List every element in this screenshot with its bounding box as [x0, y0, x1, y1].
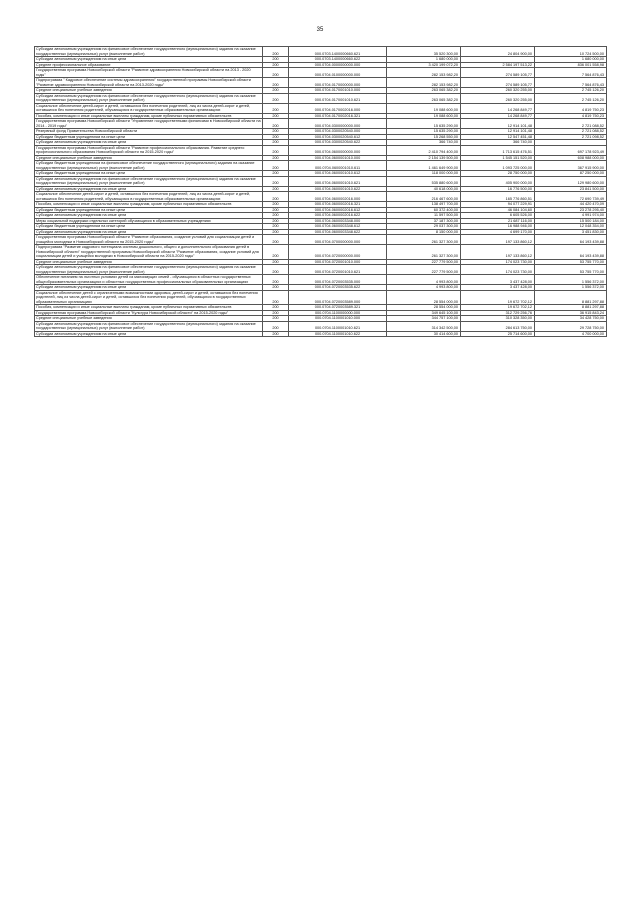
row-code-cell: 000.0704.0720001010.000	[289, 259, 387, 265]
row-remaining-cell: 8 881 297,88	[535, 305, 607, 311]
row-approved-cell: 4 993 800,00	[387, 285, 461, 291]
row-approved-cell: 15 635 290,00	[387, 129, 461, 135]
row-executed-cell: 2 584 197 513,22	[461, 62, 535, 68]
row-approved-cell: 1 680 000,00	[387, 57, 461, 63]
row-remaining-cell: 2 745 126,20	[535, 93, 607, 103]
row-name-cell: Субсидии автономным учреждениям на иные цели	[35, 57, 263, 63]
row-remaining-cell: 4 819 750,23	[535, 103, 607, 113]
row-approved-cell: 60 372 400,00	[387, 207, 461, 213]
row-name-cell: Субсидии бюджетным учреждениям на иные цели	[35, 134, 263, 140]
row-remaining-cell: 3 451 830,00	[535, 229, 607, 235]
row-remaining-cell: 23 841 500,00	[535, 186, 607, 192]
row-executed-cell: 274 589 105,77	[461, 78, 535, 88]
row-code-cell: 000.0704.0170002016.321	[289, 113, 387, 119]
row-executed-cell: 94 077 229,91	[461, 202, 535, 208]
table-row	[35, 213, 607, 219]
table-row	[35, 229, 607, 235]
row-approved-cell: 30 414 600,00	[387, 331, 461, 337]
row-approved-cell: 261 327 300,00	[387, 235, 461, 245]
row-dept-cell: 200	[263, 171, 289, 177]
row-executed-cell: 16 776 500,00	[461, 186, 535, 192]
row-name-cell: Субсидии автономным учреждениям на финансовое обеспечение государственного (муниципального) задания на оказание государственных (муниципальных) услуг (выполнение работ)	[35, 93, 263, 103]
row-code-cell: 000.0704.1100001010.000	[289, 316, 387, 322]
row-executed-cell: 12 547 451,48	[461, 134, 535, 140]
table-row	[35, 202, 607, 208]
row-dept-cell: 200	[263, 207, 289, 213]
row-code-cell: 000.0704.0300020540.612	[289, 134, 387, 140]
row-name-cell: Пособия, компенсации и иные социальные выплаты гражданам, кроме публичных нормативных обязательств	[35, 202, 263, 208]
row-code-cell: 000.0704.0600001010.622	[289, 186, 387, 192]
row-executed-cell: 6 605 526,00	[461, 213, 535, 219]
row-dept-cell: 200	[263, 192, 289, 202]
row-name-cell: Резервный фонд Правительства Новосибирской области	[35, 129, 263, 135]
row-dept-cell: 200	[263, 145, 289, 155]
row-remaining-cell: 36 915 843,24	[535, 310, 607, 316]
row-remaining-cell: 367 915 900,00	[535, 161, 607, 171]
row-dept-cell: 200	[263, 213, 289, 219]
row-remaining-cell: 1 556 372,00	[535, 285, 607, 291]
row-executed-cell: 46 084 104,60	[461, 207, 535, 213]
row-dept-cell: 200	[263, 78, 289, 88]
row-name-cell: Субсидии автономным учреждениям на финансовое обеспечение государственного (муниципального) задания на оказание государственных (муниципальных) услуг (выполнение работ)	[35, 47, 263, 57]
row-approved-cell: 349 645 100,00	[387, 310, 461, 316]
row-code-cell: 000.0704.0720000000.000	[289, 245, 387, 260]
table-row	[35, 119, 607, 129]
row-name-cell: Субсидии автономным учреждениям на финансовое обеспечение государственного (муниципального) задания на оказание государственных (муниципальных) услуг (выполнение работ)	[35, 321, 263, 331]
row-executed-cell: 19 672 702,12	[461, 290, 535, 305]
row-name-cell: Социальное обеспечение детей-сирот и детей, оставшихся без попечения родителей, лиц из числа детей-сирот и детей, оставшихся без попечения родителей, обучающихся в государственных образовательных организациях	[35, 103, 263, 113]
row-executed-cell: 366 740,00	[461, 140, 535, 146]
row-executed-cell: 174 023 730,00	[461, 265, 535, 275]
row-executed-cell: 4 699 170,00	[461, 229, 535, 235]
row-name-cell: Субсидии автономным учреждениям на финансовое обеспечение государственного (муниципального) задания на оказание государственных (муниципальных) услуг (выполнение работ)	[35, 176, 263, 186]
row-code-cell: 000.0704.0600002016.000	[289, 192, 387, 202]
row-approved-cell: 40 618 000,00	[387, 186, 461, 192]
row-dept-cell: 200	[263, 245, 289, 260]
row-executed-cell: 312 729 256,76	[461, 310, 535, 316]
row-name-cell: Подпрограмма "Развитие кадрового потенциала системы дошкольного, общего и дополнительного образования детей в Новосибирской области" государственной программы Новосибирской области "Развитие образования, создание условий для социализации детей и учащейся молодежи в Новосибирской области на 2015-2020 годы"	[35, 245, 263, 260]
row-approved-cell: 11 597 500,00	[387, 213, 461, 219]
row-remaining-cell: 4 700 000,00	[535, 331, 607, 337]
row-approved-cell: 15 268 550,00	[387, 134, 461, 140]
table-row	[35, 145, 607, 155]
row-dept-cell: 200	[263, 331, 289, 337]
row-name-cell: Средние специальные учебные заведения	[35, 259, 263, 265]
row-approved-cell: 8 150 000,00	[387, 229, 461, 235]
table-row	[35, 290, 607, 305]
row-name-cell: Средние специальные учебные заведения	[35, 316, 263, 322]
row-name-cell: Субсидии бюджетным учреждениям на финансовое обеспечение государственного (муниципального) задания на оказание государственных (муниципальных) услуг (выполнение работ)	[35, 161, 263, 171]
table-row	[35, 134, 607, 140]
row-remaining-cell: 23 278 295,40	[535, 207, 607, 213]
row-name-cell: Субсидии автономным учреждениям на иные цели	[35, 186, 263, 192]
row-dept-cell: 200	[263, 140, 289, 146]
row-approved-cell: 19 088 600,00	[387, 113, 461, 119]
row-executed-cell: 310 328 350,00	[461, 316, 535, 322]
table-row	[35, 186, 607, 192]
row-remaining-cell: 64 193 439,88	[535, 245, 607, 260]
row-dept-cell: 200	[263, 229, 289, 235]
row-code-cell: 000.0704.0300020540.000	[289, 129, 387, 135]
row-code-cell: 000.0704.1100001010.621	[289, 321, 387, 331]
row-remaining-cell: 12 048 354,00	[535, 224, 607, 230]
table-row	[35, 224, 607, 230]
row-approved-cell: 2 154 139 500,00	[387, 155, 461, 161]
row-executed-cell: 197 133 860,12	[461, 245, 535, 260]
row-name-cell: Субсидии автономным учреждениям на иные цели	[35, 285, 263, 291]
row-executed-cell: 197 133 860,12	[461, 235, 535, 245]
table-row	[35, 245, 607, 260]
row-executed-cell: 260 320 255,00	[461, 93, 535, 103]
row-dept-cell: 200	[263, 186, 289, 192]
row-approved-cell: 282 153 982,20	[387, 68, 461, 78]
row-name-cell: Пособия, компенсации и иные социальные выплаты гражданам, кроме публичных нормативных обязательств	[35, 113, 263, 119]
row-remaining-cell: 4 991 974,00	[535, 213, 607, 219]
row-approved-cell: 2 410 794 400,00	[387, 145, 461, 155]
row-code-cell: 000.0704.1100001010.622	[289, 331, 387, 337]
row-approved-cell: 29 037 300,00	[387, 224, 461, 230]
budget-table	[34, 46, 607, 337]
row-remaining-cell: 64 193 439,88	[535, 235, 607, 245]
row-dept-cell: 200	[263, 103, 289, 113]
row-approved-cell: 366 740,00	[387, 140, 461, 146]
table-row	[35, 129, 607, 135]
row-remaining-cell: 129 980 600,00	[535, 176, 607, 186]
row-dept-cell: 200	[263, 88, 289, 94]
row-dept-cell: 200	[263, 285, 289, 291]
row-name-cell: Государственная программа Новосибирской области "Развитие профессионального образования. Развитие среднего профессионального образования Новосибирской области на 2015-2020 годы"	[35, 145, 263, 155]
row-name-cell: Средние специальные учебные заведения	[35, 88, 263, 94]
row-code-cell: 000.0704.0600002016.612	[289, 207, 387, 213]
row-remaining-cell: 8 881 297,88	[535, 290, 607, 305]
row-approved-cell: 3 420 199 072,20	[387, 62, 461, 68]
table-row	[35, 176, 607, 186]
row-executed-cell: 19 672 702,12	[461, 305, 535, 311]
table-row	[35, 207, 607, 213]
row-approved-cell: 4 993 800,00	[387, 275, 461, 285]
row-executed-cell: 174 023 730,00	[461, 259, 535, 265]
row-code-cell: 000.0704.0170001010.000	[289, 88, 387, 94]
table-row	[35, 310, 607, 316]
row-approved-cell: 314 342 500,00	[387, 321, 461, 331]
row-remaining-cell: 29 728 750,00	[535, 321, 607, 331]
row-dept-cell: 200	[263, 176, 289, 186]
row-name-cell: Субсидии автономным учреждениям на иные цели	[35, 140, 263, 146]
row-dept-cell: 200	[263, 305, 289, 311]
row-remaining-cell: 15 500 184,00	[535, 218, 607, 224]
row-remaining-cell: 2 745 126,20	[535, 88, 607, 94]
row-approved-cell: 227 779 500,00	[387, 265, 461, 275]
table-row	[35, 192, 607, 202]
row-name-cell: Субсидии бюджетным учреждениям на иные цели	[35, 207, 263, 213]
row-remaining-cell: 72 690 739,49	[535, 192, 607, 202]
row-dept-cell: 200	[263, 235, 289, 245]
table-row	[35, 305, 607, 311]
row-name-cell: Государственная программа Новосибирской области "Управление государственными финансами в Новосибирской области на 2014 - 2019 годы"	[36, 119, 261, 128]
table-row	[35, 113, 607, 119]
row-executed-cell: 3 437 428,00	[461, 275, 535, 285]
table-row	[35, 285, 607, 291]
row-dept-cell: 200	[263, 47, 289, 57]
table-row	[35, 161, 607, 171]
row-dept-cell: 200	[263, 57, 289, 63]
row-approved-cell: 263 065 382,20	[387, 93, 461, 103]
row-name-cell: Субсидии автономным учреждениям на иные цели	[35, 331, 263, 337]
row-remaining-cell: 7 564 876,43	[535, 68, 607, 78]
row-code-cell: 000.0704.0600003348.612	[289, 224, 387, 230]
row-dept-cell: 200	[263, 259, 289, 265]
row-name-cell: Государственная программа Новосибирской области "Культура Новосибирской области" на 2015-2020 годы"	[35, 310, 263, 316]
row-executed-cell: 14 268 849,77	[461, 103, 535, 113]
row-executed-cell: 14 268 849,77	[461, 113, 535, 119]
table-row	[35, 103, 607, 113]
row-code-cell: 000.0704.0170001010.621	[289, 93, 387, 103]
row-name-cell: Социальное обеспечение детей с ограниченными возможностями здоровья, детей-сирот и детей, оставшихся без попечения родителей, лиц из числа детей-сирот и детей, оставшихся без попечения родителей, обучающихся в государственных образовательных организациях	[35, 290, 263, 305]
row-remaining-cell: 2 721 088,52	[535, 129, 607, 135]
row-approved-cell: 37 187 300,00	[387, 218, 461, 224]
table-row	[35, 265, 607, 275]
row-code-cell: 000.0704.0600001010.000	[289, 155, 387, 161]
row-code-cell: 000.0704.0700000000.000	[289, 235, 387, 245]
row-dept-cell: 200	[263, 62, 289, 68]
row-code-cell: 000.0704.0170000000.000	[289, 78, 387, 88]
row-approved-cell: 1 461 649 900,00	[387, 161, 461, 171]
table-row	[35, 171, 607, 177]
row-name-cell: Социальное обеспечение детей-сирот и детей, оставшихся без попечения родителей, лиц из числа детей-сирот и детей, оставшихся без попечения родителей, обучающихся в государственных образовательных организациях	[35, 192, 263, 202]
row-executed-cell: 12 914 101,48	[461, 119, 535, 129]
table-row	[35, 47, 607, 57]
row-dept-cell: 200	[263, 93, 289, 103]
row-code-cell: 000.0704.0600002016.321	[289, 202, 387, 208]
row-approved-cell: 138 497 700,00	[387, 202, 461, 208]
row-remaining-cell: 87 250 000,00	[535, 171, 607, 177]
table-row	[35, 331, 607, 337]
row-approved-cell: 263 065 382,20	[387, 88, 461, 94]
row-code-cell: 000.0704.0720003589.000	[289, 290, 387, 305]
row-code-cell: 000.0704.0600001010.612	[289, 171, 387, 177]
row-code-cell: 000.0704.0100000000.000	[289, 68, 387, 78]
table-row	[35, 140, 607, 146]
row-name-cell: Субсидии бюджетным учреждениям на иные цели	[35, 171, 263, 177]
table-row	[35, 78, 607, 88]
row-executed-cell: 24 804 900,00	[461, 47, 535, 57]
row-name-cell: Обеспечение питанием на льготных условиях детей из малоимущих семей - обучающихся в областных государственных общеобразовательных организациях и областных государственных профессиональных образовательных организациях	[35, 275, 263, 285]
row-executed-cell: 284 613 750,00	[461, 321, 535, 331]
row-dept-cell: 200	[263, 275, 289, 285]
row-dept-cell: 200	[263, 113, 289, 119]
budget-table-body	[35, 47, 607, 337]
row-approved-cell: 118 000 000,00	[387, 171, 461, 177]
row-dept-cell: 200	[263, 224, 289, 230]
row-code-cell: 000.0703.1400000660.621	[289, 47, 387, 57]
row-remaining-cell: 697 178 923,49	[535, 145, 607, 155]
table-row	[35, 218, 607, 224]
row-executed-cell: 405 900 000,00	[461, 176, 535, 186]
row-dept-cell: 200	[263, 134, 289, 140]
row-name-cell: Субсидии автономным учреждениям на иные цели	[35, 213, 263, 219]
row-executed-cell: 28 750 000,00	[461, 171, 535, 177]
table-row	[35, 275, 607, 285]
row-dept-cell: 200	[263, 316, 289, 322]
row-name-cell: Меры социальной поддержки отдельных категорий обучающихся в образовательных учреждениях	[35, 218, 263, 224]
row-remaining-cell: 53 755 770,00	[535, 259, 607, 265]
row-code-cell: 000.0704.0720003535.622	[289, 285, 387, 291]
table-row	[35, 93, 607, 103]
table-row	[35, 235, 607, 245]
row-name-cell: Государственная программа Новосибирской области "Развитие здравоохранения Новосибирской области на 2013 - 2020 годы"	[35, 68, 263, 78]
row-code-cell: 000.0704.0600001010.611	[289, 161, 387, 171]
row-code-cell: 000.0704.1100000000.000	[289, 310, 387, 316]
table-row	[35, 321, 607, 331]
row-executed-cell: 25 714 600,00	[461, 331, 535, 337]
row-code-cell: 000.0704.0600000000.000	[289, 145, 387, 155]
row-dept-cell: 200	[263, 129, 289, 135]
row-executed-cell: 165 776 860,51	[461, 192, 535, 202]
row-approved-cell: 344 757 100,00	[387, 316, 461, 322]
row-approved-cell: 261 327 300,00	[387, 245, 461, 260]
row-approved-cell: 216 467 600,00	[387, 192, 461, 202]
row-executed-cell: 12 914 101,48	[461, 129, 535, 135]
row-name-cell: Субсидии автономным учреждениям на финансовое обеспечение государственного (муниципального) задания на оказание государственных (муниципальных) услуг (выполнение работ)	[35, 265, 263, 275]
row-approved-cell: 35 520 300,00	[387, 47, 461, 57]
row-approved-cell: 282 153 982,20	[387, 78, 461, 88]
row-executed-cell: 16 988 946,00	[461, 224, 535, 230]
row-dept-cell: 200	[263, 119, 289, 129]
row-code-cell: 000.0704.0720001010.621	[289, 265, 387, 275]
row-code-cell: 000.0704.0170002016.000	[289, 103, 387, 113]
row-code-cell: 000.0703.1400000660.622	[289, 57, 387, 63]
row-remaining-cell: 2 721 088,52	[535, 119, 607, 129]
row-code-cell: 000.0704.0720003589.321	[289, 305, 387, 311]
row-executed-cell: 1 713 615 476,51	[461, 145, 535, 155]
row-remaining-cell: 10 724 500,00	[535, 47, 607, 57]
row-remaining-cell: 2 721 098,52	[535, 134, 607, 140]
row-remaining-cell: 7 564 876,43	[535, 78, 607, 88]
row-dept-cell: 200	[263, 310, 289, 316]
row-dept-cell: 200	[263, 155, 289, 161]
row-remaining-cell: 608 988 000,00	[535, 155, 607, 161]
row-approved-cell: 28 554 000,00	[387, 305, 461, 311]
row-name-cell: Подпрограмма " Кадровое обеспечение системы здравоохранения" государственной программы Новосибирской области "Развитие здравоохранения Новосибирской области на 2013-2020 годы"	[35, 78, 263, 88]
row-dept-cell: 200	[263, 68, 289, 78]
row-approved-cell: 227 779 500,00	[387, 259, 461, 265]
row-executed-cell: 3 437 428,00	[461, 285, 535, 291]
row-name-cell: Средние специальные учебные заведения	[35, 155, 263, 161]
row-remaining-cell: 836 001 558,98	[535, 62, 607, 68]
row-dept-cell: 200	[263, 321, 289, 331]
row-code-cell: 000.0704.0720003535.000	[289, 275, 387, 285]
row-remaining-cell: 34 428 750,00	[535, 316, 607, 322]
row-remaining-cell: 44 420 470,09	[535, 202, 607, 208]
row-dept-cell: 200	[263, 161, 289, 171]
row-code-cell: 000.0704.0300000000.000	[289, 119, 387, 129]
row-approved-cell: 15 635 290,00	[387, 119, 461, 129]
row-approved-cell: 28 554 000,00	[387, 290, 461, 305]
row-dept-cell: 200	[263, 265, 289, 275]
row-remaining-cell: 1 556 372,00	[535, 275, 607, 285]
row-executed-cell: 274 589 105,77	[461, 68, 535, 78]
row-remaining-cell: 1 680 000,00	[535, 57, 607, 63]
table-row	[35, 68, 607, 78]
row-remaining-cell: 4 819 750,23	[535, 113, 607, 119]
row-code-cell: 000.0704.0600003348.622	[289, 229, 387, 235]
row-code-cell: 000.0704.0000000000.000	[289, 62, 387, 68]
row-dept-cell: 200	[263, 202, 289, 208]
row-dept-cell: 200	[263, 290, 289, 305]
row-name-cell: Среднее профессиональное образование	[35, 62, 263, 68]
row-code-cell: 000.0704.0600002016.622	[289, 213, 387, 219]
row-executed-cell: 21 687 116,00	[461, 218, 535, 224]
row-name-cell: Пособия, компенсации и иные социальные выплаты гражданам, кроме публичных нормативных обязательств	[35, 305, 263, 311]
row-executed-cell: 260 320 255,00	[461, 88, 535, 94]
row-remaining-cell: 53 755 770,00	[535, 265, 607, 275]
row-code-cell: 000.0704.0300020540.622	[289, 140, 387, 146]
row-name-cell: Субсидии бюджетным учреждениям на иные цели	[35, 224, 263, 230]
row-code-cell: 000.0704.0600001010.621	[289, 176, 387, 186]
row-approved-cell: 535 880 600,00	[387, 176, 461, 186]
page-number: 35	[316, 27, 324, 33]
row-executed-cell: 1 093 725 000,00	[461, 161, 535, 171]
row-name-cell: Государственная программа Новосибирской области "Развитие образования, создание условий для социализации детей и учащейся молодежи в Новосибирской области на 2015-2020 годы"	[35, 235, 263, 245]
row-executed-cell: 1 545 151 520,00	[461, 155, 535, 161]
row-dept-cell: 200	[263, 218, 289, 224]
row-code-cell: 000.0704.0600003348.000	[289, 218, 387, 224]
row-name-cell: Субсидии автономным учреждениям на иные цели	[35, 229, 263, 235]
row-approved-cell: 19 088 600,00	[387, 103, 461, 113]
